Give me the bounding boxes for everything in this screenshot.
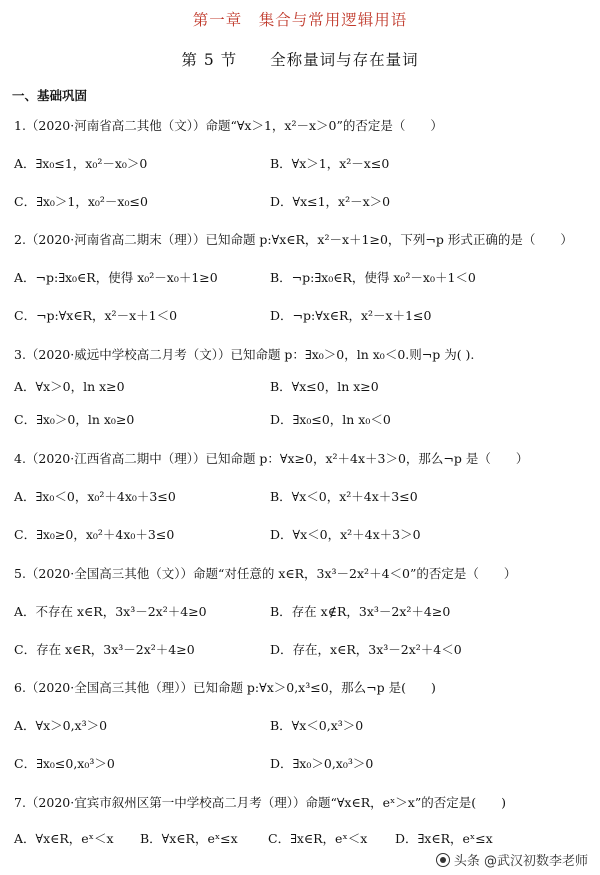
option-c: C．∃x∈R，eˣ＜x (268, 831, 368, 846)
option-a: A．∃x₀≤1，x₀²－x₀＞0 (14, 156, 148, 171)
option-c: C．∃x₀＞1，x₀²－x₀≤0 (14, 194, 148, 209)
option-b: B．∀x＜0，x²＋4x＋3≤0 (270, 489, 418, 504)
option-d: D．∃x₀≤0，ln x₀＜0 (270, 412, 391, 427)
option-b: B．¬p:∃x₀∈R，使得 x₀²－x₀＋1＜0 (270, 270, 476, 285)
option-b: B．∀x≤0，ln x≥0 (270, 379, 379, 394)
option-d: D．∀x＜0，x²＋4x＋3＞0 (270, 527, 421, 542)
chapter-title: 第一章 集合与常用逻辑用语 (192, 11, 408, 29)
option-b: B．∀x＜0,x³＞0 (270, 718, 364, 733)
option-a: A．∃x₀＜0，x₀²＋4x₀＋3≤0 (14, 489, 176, 504)
question-stem: 2.（2020·河南省高二期末（理））已知命题 p:∀x∈R，x²－x＋1≥0，下列¬p 形式正确的是（ ） (14, 232, 573, 247)
watermark (436, 850, 588, 869)
option-d: D．∃x∈R，eˣ≤x (395, 831, 493, 846)
toutiao-logo-icon (436, 853, 450, 867)
option-a: A．∀x＞0,x³＞0 (14, 718, 108, 733)
option-c: C．存在 x∈R，3x³－2x²＋4≥0 (14, 642, 195, 657)
option-a: A．∀x＞0，ln x≥0 (14, 379, 125, 394)
option-c: C．∃x₀≥0，x₀²＋4x₀＋3≤0 (14, 527, 175, 542)
question-stem: 4.（2020·江西省高二期中（理））已知命题 p：∀x≥0，x²＋4x＋3＞0，那么¬p 是（ ） (14, 451, 529, 466)
part-heading: 一、基础巩固 (12, 88, 88, 103)
option-b: B．存在 x∉R，3x³－2x²＋4≥0 (270, 604, 451, 619)
option-c: C．¬p:∀x∈R，x²－x＋1＜0 (14, 308, 178, 323)
question-stem: 6.（2020·全国高三其他（理））已知命题 p:∀x＞0,x³≤0，那么¬p 是( ) (14, 680, 436, 695)
option-c: C．∃x₀≤0,x₀³＞0 (14, 756, 115, 771)
watermark-text: 头条 @武汉初数李老师 (453, 854, 588, 869)
option-d: D．∃x₀＞0,x₀³＞0 (270, 756, 374, 771)
question-stem: 7.（2020·宜宾市叙州区第一中学校高二月考（理））命题“∀x∈R，eˣ＞x”的否定是( ) (14, 795, 506, 810)
option-d: D．∀x≤1，x²－x＞0 (270, 194, 391, 209)
option-a: A．不存在 x∈R，3x³－2x²＋4≥0 (14, 604, 207, 619)
option-d: D．¬p:∀x∈R，x²－x＋1≤0 (270, 308, 432, 323)
option-a: A．¬p:∃x₀∈R，使得 x₀²－x₀＋1≥0 (14, 270, 218, 285)
option-b: B．∀x＞1，x²－x≤0 (270, 156, 390, 171)
question-stem: 3.（2020·威远中学校高二月考（文））已知命题 p：∃x₀＞0，ln x₀＜0.则¬p 为( ). (14, 347, 475, 362)
option-a: A．∀x∈R，eˣ＜x (14, 831, 114, 846)
option-b: B．∀x∈R，eˣ≤x (140, 831, 238, 846)
question-stem: 5.（2020·全国高三其他（文））命题“对任意的 x∈R，3x³－2x²＋4＜0”的否定是（ ） (14, 566, 517, 581)
section-title: 第 5 节 全称量词与存在量词 (181, 51, 419, 69)
question-stem: 1.（2020·河南省高二其他（文））命题“∀x＞1，x²－x＞0”的否定是（ ） (14, 118, 443, 133)
option-d: D．存在，x∈R，3x³－2x²＋4＜0 (270, 642, 462, 657)
option-c: C．∃x₀＞0，ln x₀≥0 (14, 412, 135, 427)
